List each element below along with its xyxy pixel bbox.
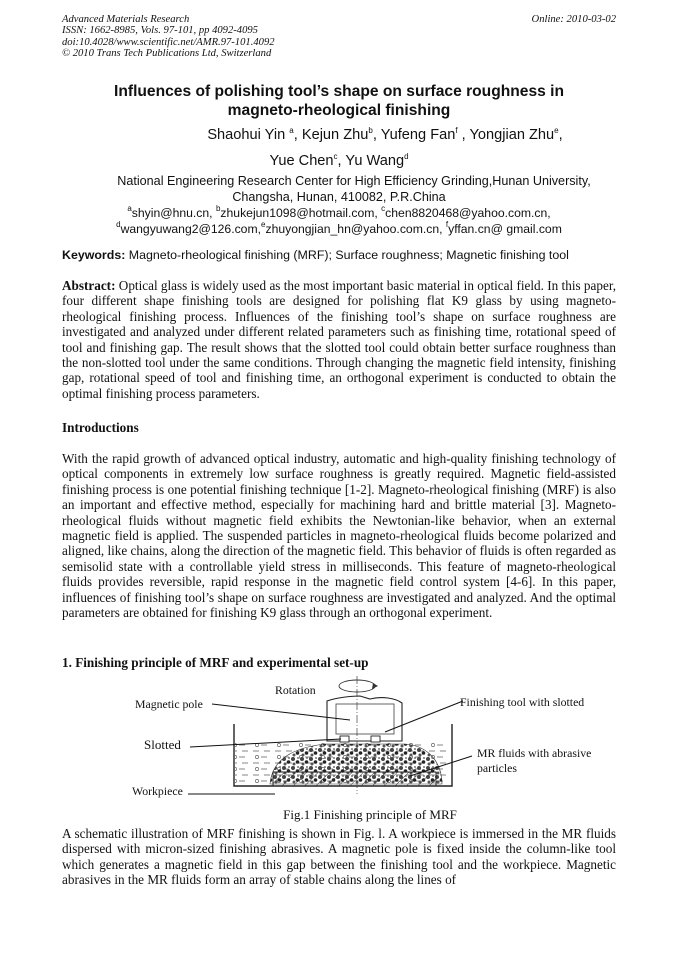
affiliation-line-1: National Engineering Research Center for High Efficiency Grinding,Hunan University, (117, 174, 591, 188)
email-line-2 (62, 219, 616, 238)
email-sup: f (445, 219, 449, 229)
label-workpiece: Workpiece (132, 784, 183, 798)
author-name: Kejun Zhu (301, 127, 369, 143)
email-sup: b (215, 204, 221, 213)
issn-line: ISSN: 1662-8985, Vols. 97-101, pp 4092-4095 (62, 25, 258, 37)
abstract-label: Abstract: (62, 278, 116, 293)
label-slotted: Slotted (144, 737, 181, 752)
author-sup: f (455, 126, 458, 135)
section-1-text: A schematic illustration of MRF finishing is shown in Fig. l. A workpiece is immersed in the MR fluids dispersed with micron-sized finishing abrasives. A magnetic pole is fixed inside the column-like tool which generates a magnetic field in this gap between the finishing tool and the workpiece. Magnetic abrasives in the MR fluids form an array of stable chains along the lines of (62, 826, 616, 888)
title-line-2: magneto-rheological finishing (227, 102, 451, 119)
author-name: Yue Chen (269, 153, 334, 169)
abstract-text: Optical glass is widely used as the most important basic material in optical field. In this paper, four different shape finishing tools are designed for polishing flat K9 glass by using magneto-rheological finishing process. Influences of the finishing tool’s shape on surface roughness are investigated and analyzed under different related parameters such as finishing time, rotational speed of tool and finishing gap. The result shows that the slotted tool could obtain better surface roughness than the non-slotted tool under the same conditions. Through changing the magnetic field intensity, finishing gap, rotational speed of tool and finishing time, an orthogonal experiment is conducted to obtain the optimal finishing process parameters. (62, 278, 616, 401)
author-line-2: Yue Chen$^c$, Yu Wang$^d$ (269, 152, 409, 169)
introduction-text: With the rapid growth of advanced optical industry, automatic and high-quality finishing technology of optical components in extremely low surface roughness is greatly required. Magnetic field-assisted finishing process is one potential finishing technique [1-2]. Magneto-rheological finishing (MRF) is also an important and effective method, especially for machining hard and brittle material [3]. Magneto-rheological fluids without magnetic field exhibits the Newtonian-like behavior, when an external magnetic field is applied. The suspended particles in magneto-rheological fluids become polarized and aligned, like chains, along the direction of the magnetic field. This behavior of fluids is often regarded as semisolid state with a controllable yield stress in milliseconds. This feature of magneto-rheological fluids provides reversible, rapid response in the magnetic field control system [4-6]. In this paper, influences of finishing tool’s shape on surface roughness are investigated and analyzed. And the optimal parameters are obtained for finishing K9 glass through an orthogonal experiment. (62, 451, 616, 621)
doi-line: doi:10.4028/www.scientific.net/AMR.97-101.4092 (62, 36, 275, 48)
online-date: Online: 2010-03-02 (531, 14, 616, 25)
author-name: Yu Wang (345, 153, 405, 169)
email-address[interactable]: wangyuwang2@126.com, (120, 221, 262, 236)
journal-name: Advanced Materials Research (62, 14, 190, 25)
label-rotation: Rotation (275, 683, 316, 697)
label-mr-fluids-line-2: particles (477, 761, 517, 775)
author-emails (62, 206, 616, 237)
label-magnetic-pole: Magnetic pole (135, 697, 203, 711)
running-header (62, 14, 275, 60)
author-sup: a (289, 126, 294, 135)
email-sup: d (116, 219, 121, 229)
affiliation-line-2: Changsha, Hunan, 410082, P.R.China (232, 189, 446, 204)
author-list (62, 122, 616, 174)
keywords-label: Keywords: (62, 248, 126, 262)
slot-right (371, 736, 380, 742)
slot-left (340, 736, 349, 742)
paper-title (62, 82, 616, 120)
keywords (62, 248, 616, 262)
author-name: Shaohui Yin (207, 127, 290, 143)
email-address[interactable]: shyin@hnu.cn, (131, 206, 216, 220)
email-sup: a (127, 204, 132, 213)
author-name: Yufeng Fan (380, 127, 456, 143)
author-name: Yongjian Zhu (469, 127, 555, 143)
copyright-line: © 2010 Trans Tech Publications Ltd, Switzerland (62, 48, 272, 60)
email-address[interactable]: yffan.cn@ gmail.com (448, 221, 562, 236)
email-sup: c (381, 204, 386, 213)
author-sup: d (404, 152, 409, 161)
introduction-heading: Introductions (62, 420, 139, 435)
email-line-1 (62, 206, 616, 222)
figure-caption: Fig.1 Finishing principle of MRF (283, 807, 457, 822)
email-address[interactable]: chen8820468@yahoo.com.cn, (385, 206, 551, 220)
email-sup: e (261, 219, 266, 229)
figure-1 (120, 676, 620, 824)
label-finishing-tool: Finishing tool with slotted (460, 695, 585, 709)
email-address[interactable]: zhukejun1098@hotmail.com, (220, 206, 382, 220)
author-sup: e (554, 126, 559, 135)
title-line-1: Influences of polishing tool’s shape on surface roughness in (114, 83, 564, 100)
email-address[interactable]: zhuyongjian_hn@yahoo.com.cn, (265, 221, 446, 236)
section-1-heading: 1. Finishing principle of MRF and experimental set-up (62, 655, 369, 670)
author-sup: b (368, 126, 373, 135)
author-line-1: Shaohui Yin $^a$, Kejun Zhu$^b$, Yufeng Fan$^f$ , Yongjian Zhu$^e$, (207, 126, 563, 143)
author-sup: c (333, 152, 338, 161)
affiliation (62, 174, 616, 205)
label-mr-fluids (477, 746, 591, 776)
abstract (62, 278, 616, 401)
workpiece-shape (273, 772, 436, 786)
keywords-text: Magneto-rheological finishing (MRF); Surface roughness; Magnetic finishing tool (125, 248, 569, 262)
label-mr-fluids-line-1: MR fluids with abrasive (477, 746, 592, 760)
